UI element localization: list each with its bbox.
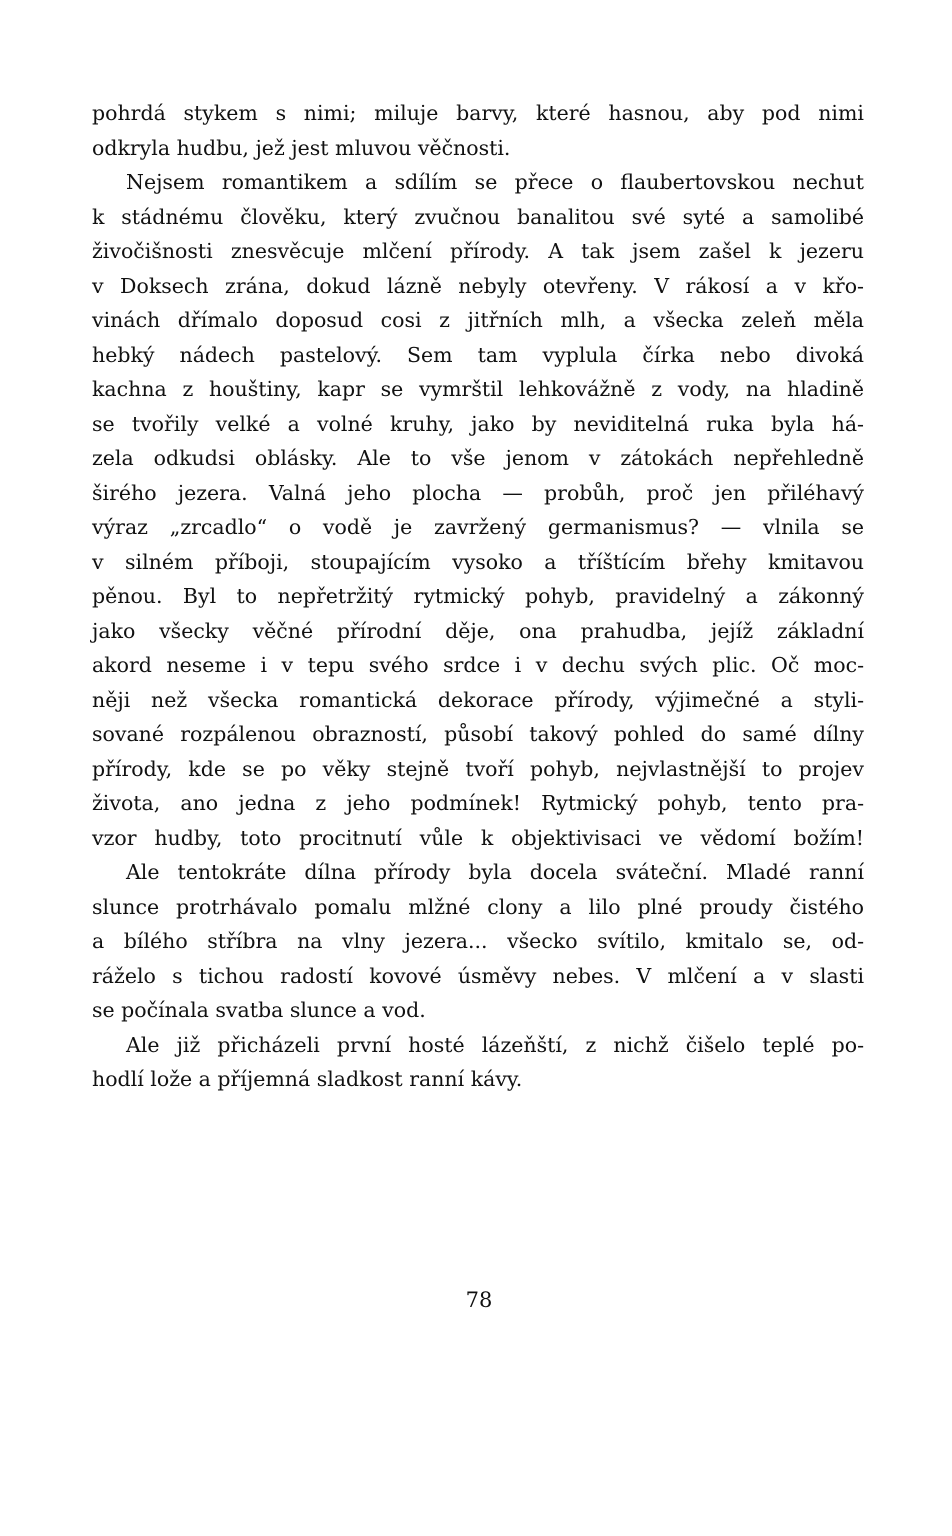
body-text — [92, 96, 864, 1097]
text-line: se tvořily velké a volné kruhy, jako by neviditelná ruka byla há- — [92, 411, 864, 436]
text-line: k stádnému člověku, který zvučnou banalitou své syté a samolibé — [92, 204, 864, 229]
text-line: Ale tentokráte dílna přírody byla docela sváteční. Mladé ranní — [126, 860, 864, 884]
text-line: v silném příboji, stoupajícím vysoko a tříštícím břehy kmitavou — [92, 549, 864, 574]
text-line: hebký nádech pastelový. Sem tam vyplula čírka nebo divoká — [92, 342, 864, 367]
text-line: v Doksech zrána, dokud lázně nebyly otevřeny. V rákosí a v křo- — [92, 273, 864, 298]
text-line: Ale již přicházeli první hosté lázeňští, z nichž čišelo teplé po- — [126, 1032, 864, 1057]
text-line: hodlí lože a příjemná sladkost ranní kávy. — [92, 1067, 523, 1091]
text-line: Nejsem romantikem a sdílím se přece o flaubertovskou nechut — [126, 170, 864, 194]
text-line: živočišnosti znesvěcuje mlčení přírody. A tak jsem zašel k jezeru — [92, 239, 864, 263]
text-line: širého jezera. Valná jeho plocha — probůh, proč jen přiléhavý — [92, 480, 864, 505]
text-line: pěnou. Byl to nepřetržitý rytmický pohyb, pravidelný a zákonný — [92, 584, 864, 608]
text-line: něji než všecka romantická dekorace přírody, výjimečné a styli- — [92, 687, 864, 712]
text-line: odkryla hudbu, jež jest mluvou věčnosti. — [92, 135, 511, 160]
text-line: se počínala svatba slunce a vod. — [92, 998, 426, 1022]
text-line: kachna z houštiny, kapr se vymrštil lehkovážně z vody, na hladině — [92, 377, 864, 401]
text-line: akord neseme i v tepu svého srdce i v dechu svých plic. Oč moc- — [92, 653, 864, 677]
text-line: vzor hudby, toto procitnutí vůle k objektivisaci ve vědomí božím! — [92, 825, 864, 850]
text-line: vinách dřímalo doposud cosi z jitřních mlh, a všecka zeleň měla — [92, 308, 864, 332]
text-line: a bílého stříbra na vlny jezera... všecko svítilo, kmitalo se, od- — [92, 929, 864, 953]
page-number: 78 — [465, 1288, 493, 1312]
text-line: života, ano jedna z jeho podmínek! Rytmický pohyb, tento pra- — [92, 791, 864, 815]
text-line: výraz „zrcadlo“ o vodě je zavržený germanismus? — vlnila se — [92, 515, 864, 539]
text-line: slunce protrhávalo pomalu mlžné clony a lilo plné proudy čistého — [92, 894, 864, 919]
text-line: jako všecky věčné přírodní děje, ona prahudba, jejíž základní — [92, 618, 864, 643]
text-line: ráželo s tichou radostí kovové úsměvy nebes. V mlčení a v slasti — [92, 963, 864, 988]
text-line: sované rozpálenou obrazností, působí takový pohled do samé dílny — [92, 722, 864, 746]
text-line: přírody, kde se po věky stejně tvoří pohyb, nejvlastnější to projev — [92, 756, 864, 781]
text-line: pohrdá stykem s nimi; miluje barvy, které hasnou, aby pod nimi — [92, 101, 864, 125]
text-line: zela odkudsi oblásky. Ale to vše jenom v zátokách nepřehledně — [92, 446, 864, 470]
